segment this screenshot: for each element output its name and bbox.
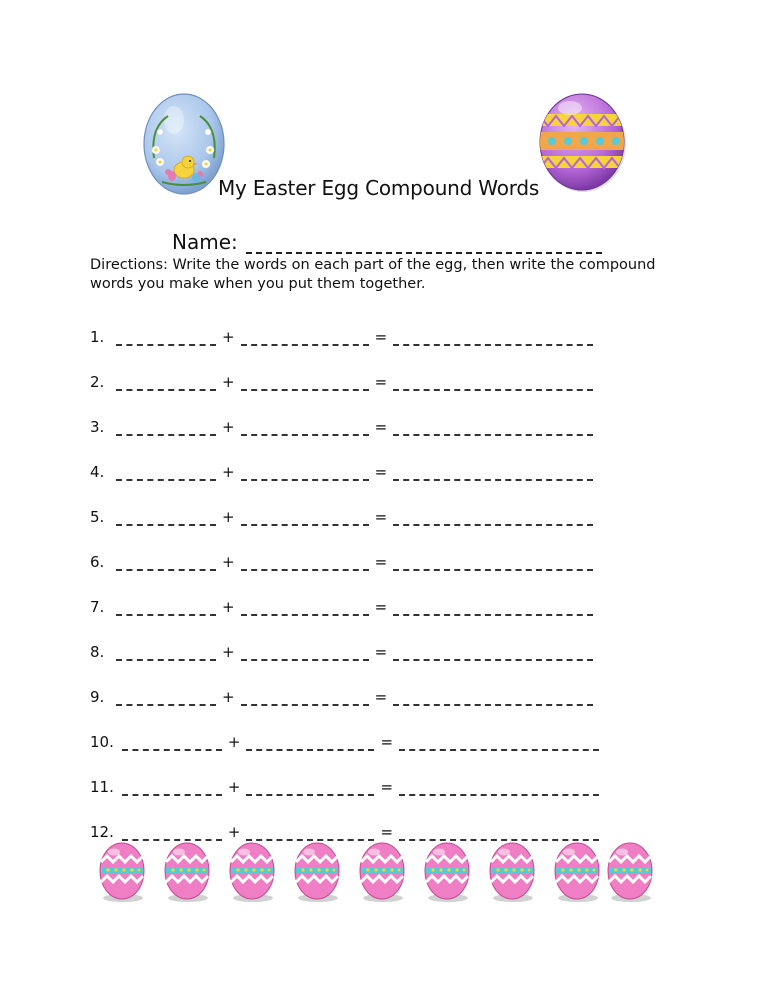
word-two-blank[interactable]	[241, 469, 369, 481]
directions-text: Directions: Write the words on each part of the egg, then write the compound words you make when you put them together.	[90, 257, 656, 292]
problem-row	[90, 637, 597, 661]
plus-sign: +	[222, 418, 235, 436]
equals-sign: =	[380, 823, 394, 841]
word-two-blank[interactable]	[246, 739, 374, 751]
decorative-egg-row	[96, 840, 656, 904]
problem-number: 2.	[90, 373, 105, 391]
word-one-blank[interactable]	[116, 469, 216, 481]
problem-row	[90, 682, 597, 706]
plus-sign: +	[227, 778, 241, 796]
word-one-blank[interactable]	[116, 379, 216, 391]
equals-sign: =	[374, 598, 388, 616]
problem-number: 11.	[90, 778, 114, 796]
plus-sign: +	[227, 733, 241, 751]
page-title: My Easter Egg Compound Words	[218, 176, 540, 200]
pink-easter-egg-icon	[421, 840, 473, 904]
word-two-blank[interactable]	[241, 649, 369, 661]
plus-sign: +	[222, 463, 235, 481]
purple-easter-egg-icon	[532, 88, 632, 194]
word-one-blank[interactable]	[116, 514, 216, 526]
problem-number: 10.	[90, 733, 114, 751]
problem-number: 12.	[90, 823, 114, 841]
equals-sign: =	[374, 688, 388, 706]
compound-word-blank[interactable]	[393, 514, 593, 526]
plus-sign: +	[222, 598, 235, 616]
word-two-blank[interactable]	[241, 604, 369, 616]
word-one-blank[interactable]	[116, 604, 216, 616]
plus-sign: +	[222, 373, 235, 391]
problem-number: 7.	[90, 598, 105, 616]
word-two-blank[interactable]	[241, 514, 369, 526]
problem-number: 3.	[90, 418, 105, 436]
pink-easter-egg-icon	[226, 840, 278, 904]
equals-sign: =	[374, 643, 388, 661]
plus-sign: +	[222, 643, 235, 661]
compound-word-blank[interactable]	[393, 334, 593, 346]
equals-sign: =	[380, 778, 394, 796]
compound-word-blank[interactable]	[393, 469, 593, 481]
word-two-blank[interactable]	[241, 694, 369, 706]
problem-row	[90, 547, 597, 571]
equals-sign: =	[374, 328, 388, 346]
problem-number: 6.	[90, 553, 105, 571]
problem-number: 9.	[90, 688, 105, 706]
problem-row	[90, 502, 597, 526]
compound-word-blank[interactable]	[399, 784, 599, 796]
plus-sign: +	[222, 328, 235, 346]
equals-sign: =	[374, 463, 388, 481]
pink-easter-egg-icon	[161, 840, 213, 904]
word-one-blank[interactable]	[116, 694, 216, 706]
problem-row	[90, 772, 603, 796]
pink-easter-egg-icon	[551, 840, 603, 904]
compound-word-blank[interactable]	[393, 694, 593, 706]
pink-easter-egg-icon	[291, 840, 343, 904]
equals-sign: =	[374, 553, 388, 571]
compound-word-blank[interactable]	[399, 739, 599, 751]
problem-number: 5.	[90, 508, 105, 526]
compound-word-blank[interactable]	[393, 649, 593, 661]
blue-easter-egg-icon	[140, 88, 228, 196]
word-one-blank[interactable]	[116, 334, 216, 346]
compound-word-blank[interactable]	[393, 604, 593, 616]
problem-row	[90, 412, 597, 436]
problem-number: 4.	[90, 463, 105, 481]
plus-sign: +	[222, 508, 235, 526]
compound-word-blank[interactable]	[393, 559, 593, 571]
word-one-blank[interactable]	[116, 424, 216, 436]
problem-row	[90, 367, 597, 391]
pink-easter-egg-icon	[356, 840, 408, 904]
word-one-blank[interactable]	[122, 784, 222, 796]
word-two-blank[interactable]	[241, 559, 369, 571]
word-two-blank[interactable]	[241, 334, 369, 346]
equals-sign: =	[380, 733, 394, 751]
name-row	[172, 230, 602, 254]
word-one-blank[interactable]	[122, 739, 222, 751]
plus-sign: +	[222, 553, 235, 571]
plus-sign: +	[227, 823, 241, 841]
pink-easter-egg-icon	[96, 840, 148, 904]
problem-row	[90, 592, 597, 616]
word-one-blank[interactable]	[116, 649, 216, 661]
name-blank[interactable]	[246, 236, 602, 254]
problem-row	[90, 322, 597, 346]
word-two-blank[interactable]	[241, 379, 369, 391]
word-two-blank[interactable]	[241, 424, 369, 436]
word-two-blank[interactable]	[246, 784, 374, 796]
compound-word-blank[interactable]	[393, 379, 593, 391]
problem-number: 8.	[90, 643, 105, 661]
pink-easter-egg-icon	[604, 840, 656, 904]
equals-sign: =	[374, 418, 388, 436]
compound-word-blank[interactable]	[393, 424, 593, 436]
problem-row	[90, 727, 603, 751]
problem-number: 1.	[90, 328, 105, 346]
equals-sign: =	[374, 373, 388, 391]
problem-row	[90, 817, 603, 841]
pink-easter-egg-icon	[486, 840, 538, 904]
equals-sign: =	[374, 508, 388, 526]
word-one-blank[interactable]	[116, 559, 216, 571]
problem-row	[90, 457, 597, 481]
plus-sign: +	[222, 688, 235, 706]
name-label: Name:	[172, 230, 238, 254]
